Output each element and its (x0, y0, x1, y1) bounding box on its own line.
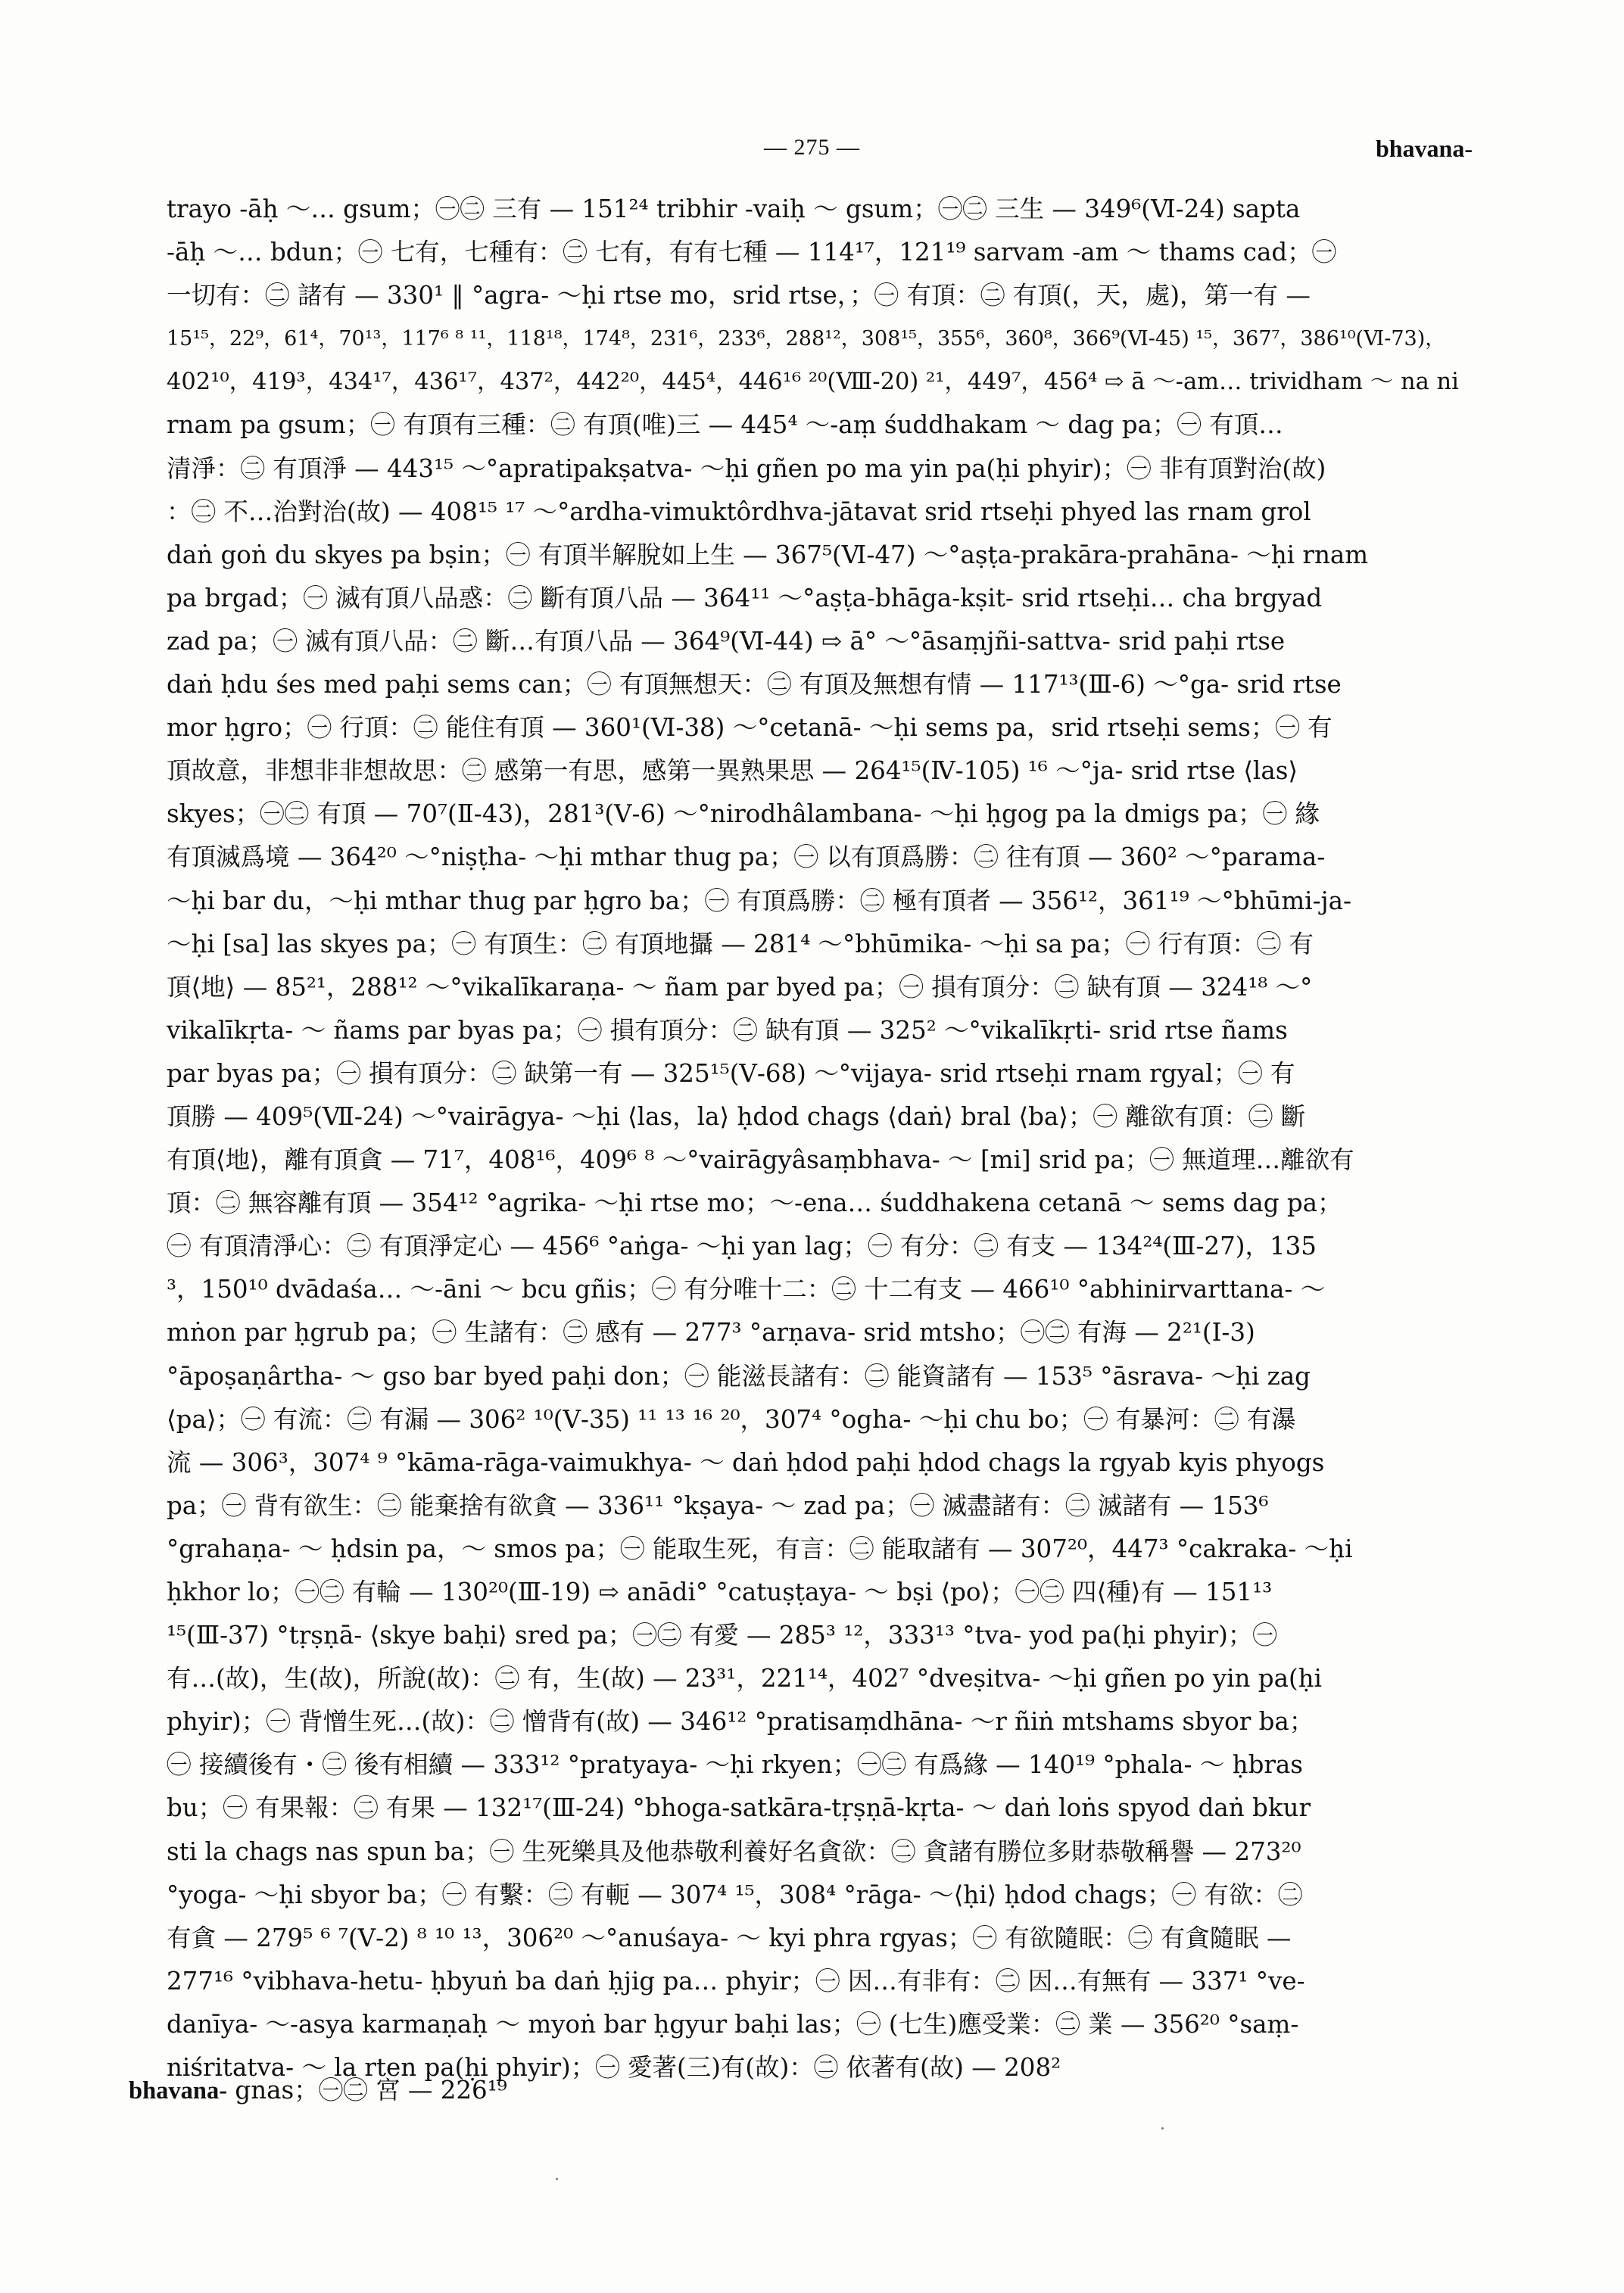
entry-line: daṅ goṅ du skyes pa bṣin；㊀ 有頂半解脫如上生 — 367⁵(Ⅵ-47) ～°aṣṭa-prakāra-prahāna- ～ḥi rnam (167, 540, 1369, 569)
entry-line: -āḥ ～… bdun；㊀ 七有，七種有：㊁ 七有，有有七種 — 114¹⁷，121¹⁹ sarvam -am ～ thams cad；㊀ (167, 238, 1337, 267)
entry-line: mṅon par ḥgrub pa；㊀ 生諸有：㊁ 感有 — 277³ °arṇava- srid mtsho；㊀㊁ 有海 — 2²¹(Ⅰ-3) (167, 1318, 1255, 1347)
entry-line: daṅ ḥdu śes med paḥi sems can；㊀ 有頂無想天：㊁ 有頂及無想有情 — 117¹³(Ⅲ-6) ～°ga- srid rtse (167, 670, 1342, 699)
entry-line: 頂：㊁ 無容離有頂 — 354¹² °agrika- ～ḥi rtse mo；～-ena… śuddhakena cetanā ～ sems dag pa； (167, 1189, 1342, 1218)
entry-line: bu；㊀ 有果報：㊁ 有果 — 132¹⁷(Ⅲ-24) °bhoga-satkāra-tṛṣṇā-kṛta- ～ daṅ loṅs spyod daṅ bkur (167, 1793, 1311, 1823)
entry-line: vikalīkṛta- ～ ñams par byas pa；㊀ 損有頂分：㊁ 缺有頂 — 325² ～°vikalīkṛti- srid rtse ñams (167, 1015, 1288, 1045)
entry-line: skyes；㊀㊁ 有頂 — 70⁷(Ⅱ-43)，281³(Ⅴ-6) ～°nirodhâlambana- ～ḥi ḥgog pa la dmigs pa；㊀ 緣 (167, 799, 1320, 829)
entry-line: ḥkhor lo；㊀㊁ 有輪 — 130²⁰(Ⅲ-19) ⇨ anādi° °catuṣṭaya- ～ bṣi ⟨po⟩；㊀㊁ 四⟨種⟩有 — 151¹³ (167, 1578, 1273, 1606)
entry-line: ³，150¹⁰ dvādaśa… ～-āni ～ bcu gñis；㊀ 有分唯十二：㊁ 十二有支 — 466¹⁰ °abhinirvarttana- ～ (167, 1275, 1326, 1304)
entry-line: pa；㊀ 背有欲生：㊁ 能棄捨有欲貪 — 336¹¹ °kṣaya- ～ zad pa；㊀ 滅盡諸有：㊁ 滅諸有 — 153⁶ (167, 1491, 1269, 1520)
entry-line: mor ḥgro；㊀ 行頂：㊁ 能住有頂 — 360¹(Ⅵ-38) ～°cetanā- ～ḥi sems pa，srid rtseḥi sems；㊀ 有 (167, 713, 1333, 743)
entry-line: zad pa；㊀ 滅有頂八品：㊁ 斷…有頂八品 — 364⁹(Ⅵ-44) ⇨ ā° ～°āsaṃjñi-sattva- srid paḥi rtse (167, 626, 1286, 656)
entry-line: 有貪 — 279⁵ ⁶ ⁷(Ⅴ-2) ⁸ ¹⁰ ¹³，306²⁰ ～°anuśaya- ～ kyi phra rgyas；㊀ 有欲隨眠：㊁ 有貪隨眠 — (167, 1923, 1292, 1952)
entry-line: niśritatva- ～ la rten pa(ḥi phyir)；㊀ 愛著(三)有(故)：㊁ 依著有(故) — 208² (167, 2053, 1061, 2083)
entry-line: 15¹⁵，22⁹，61⁴，70¹³，117⁶ ⁸ ¹¹，118¹⁸，174⁸，231⁶，233⁶，288¹²，308¹⁵，355⁶，360⁸，366⁹(Ⅵ-45) ¹⁵，367⁷，386¹⁰(Ⅵ-73)， (167, 327, 1446, 351)
entry-line: 流 — 306³，307⁴ ⁹ °kāma-rāga-vaimukhya- ～ daṅ ḥdod paḥi ḥdod chags la rgyab kyis phyogs (167, 1447, 1325, 1477)
next-headword: bhavana- (129, 2077, 228, 2105)
entry-line: ：㊁ 不…治對治(故) — 408¹⁵ ¹⁷ ～°ardha-vimuktôrdhva-jātavat srid rtseḥi phyed las rnam grol (167, 497, 1311, 526)
next-entry-gloss: gnas；㊀㊁ 宮 — 226¹⁹ (235, 2076, 507, 2105)
entry-line: ㊀ 有頂清淨心：㊁ 有頂淨定心 — 456⁶ °aṅga- ～ḥi yan lag；㊀ 有分：㊁ 有支 — 134²⁴(Ⅲ-27)，135 (167, 1232, 1317, 1261)
next-entry (129, 2069, 507, 2113)
entry-line: rnam pa gsum；㊀ 有頂有三種：㊁ 有頂(唯)三 — 445⁴ ～-aṃ śuddhakam ～ dag pa；㊀ 有頂… (167, 410, 1283, 440)
entry-line: ⟨pa⟩；㊀ 有流：㊁ 有漏 — 306² ¹⁰(Ⅴ-35) ¹¹ ¹³ ¹⁶ ²⁰，307⁴ °ogha- ～ḥi chu bo；㊀ 有暴河：㊁ 有瀑 (167, 1404, 1296, 1434)
entry-line: danīya- ～-asya karmaṇaḥ ～ myoṅ bar ḥgyur baḥi las；㊀ (七生)應受業：㊁ 業 — 356²⁰ °saṃ- (167, 2009, 1299, 2039)
entry-line: pa brgad；㊀ 滅有頂八品惑：㊁ 斷有頂八品 — 364¹¹ ～°aṣṭa-bhāga-kṣit- srid rtseḥi… cha brgyad (167, 583, 1323, 612)
scan-speck (556, 2178, 558, 2180)
entry-line: 有…(故)，生(故)，所說(故)：㊁ 有，生(故) — 23³¹，221¹⁴，402⁷ °dveṣitva- ～ḥi gñen po yin pa(ḥi (167, 1664, 1322, 1693)
entry-line: °grahaṇa- ～ ḥdsin pa，～ smos pa；㊀ 能取生死，有言：㊁ 能取諸有 — 307²⁰，447³ °cakraka- ～ḥi (167, 1534, 1353, 1563)
entry-line: 有頂⟨地⟩，離有頂貪 — 71⁷，408¹⁶，409⁶ ⁸ ～°vairāgyâsaṃbhava- ～ [mi] srid pa；㊀ 無道理…離欲有 (167, 1145, 1354, 1175)
entry-line: par byas pa；㊀ 損有頂分：㊁ 缺第一有 — 325¹⁵(Ⅴ-68) ～°vijaya- srid rtseḥi rnam rgyal；㊀ 有 (167, 1058, 1295, 1088)
entry-line: phyir)；㊀ 背憎生死…(故)：㊁ 憎背有(故) — 346¹² °pratisaṃdhāna- ～r ñiṅ mtshams sbyor ba； (167, 1707, 1314, 1737)
entry-line: 277¹⁶ °vibhava-hetu- ḥbyuṅ ba daṅ ḥjig pa… phyir；㊀ 因…有非有：㊁ 因…有無有 — 337¹ °ve- (167, 1966, 1305, 1995)
entry-line: ¹⁵(Ⅲ-37) °tṛṣṇā- ⟨skye baḥi⟩ sred pa；㊀㊁ 有愛 — 285³ ¹²，333¹³ °tva- yod pa(ḥi phyir)；㊀ (167, 1621, 1277, 1650)
entry-line: ～ḥi bar du，～ḥi mthar thug par ḥgro ba；㊀ 有頂爲勝：㊁ 極有頂者 — 356¹²，361¹⁹ ～°bhūmi-ja- (167, 886, 1351, 915)
entry-line: sti la chags nas spun ba；㊀ 生死樂具及他恭敬利養好名貪欲：㊁ 貪諸有勝位多財恭敬稱譽 — 273²⁰ (167, 1837, 1301, 1866)
scan-speck (1161, 2127, 1164, 2129)
entry-line: ㊀ 接續後有・㊁ 後有相續 — 333¹² °pratyaya- ～ḥi rkyen；㊀㊁ 有爲緣 — 140¹⁹ °phala- ～ ḥbras (167, 1750, 1303, 1780)
page-header (0, 135, 1624, 180)
entry-line: 清淨：㊁ 有頂淨 — 443¹⁵ ～°apratipakṣatva- ～ḥi gñen po ma yin pa(ḥi phyir)；㊀ 非有頂對治(故) (167, 453, 1326, 483)
entry-line: 有頂滅爲境 — 364²⁰ ～°niṣṭha- ～ḥi mthar thug pa；㊀ 以有頂爲勝：㊁ 往有頂 — 360² ～°parama- (167, 843, 1326, 872)
entry-line: 頂⟨地⟩ — 85²¹，288¹² ～°vikalīkaraṇa- ～ ñam par byed pa；㊀ 損有頂分：㊁ 缺有頂 — 324¹⁸ ～° (167, 972, 1313, 1002)
entry-line: °āpoṣaṇârtha- ～ gso bar byed paḥi don；㊀ 能滋長諸有：㊁ 能資諸有 — 153⁵ °āsrava- ～ḥi zag (167, 1361, 1311, 1391)
entry-line: trayo -āḥ ～… gsum；㊀㊁ 三有 — 151²⁴ tribhir -vaiḥ ～ gsum；㊀㊁ 三生 — 349⁶(Ⅵ-24) sapta (167, 195, 1301, 223)
entry-line: 頂勝 — 409⁵(Ⅶ-24) ～°vairāgya- ～ḥi ⟨las，la⟩ ḥdod chags ⟨daṅ⟩ bral ⟨ba⟩；㊀ 離欲有頂：㊁ 斷 (167, 1101, 1306, 1131)
entry-body (167, 188, 1469, 2089)
entry-line: °yoga- ～ḥi sbyor ba；㊀ 有繫：㊁ 有軛 — 307⁴ ¹⁵，308⁴ °rāga- ～⟨ḥi⟩ ḥdod chags；㊀ 有欲：㊁ (167, 1880, 1303, 1909)
entry-line: 一切有：㊁ 諸有 — 330¹ ‖ °agra- ～ḥi rtse mo，srid rtse，；㊀ 有頂：㊁ 有頂(，天，處)，第一有 — (167, 281, 1311, 310)
entry-line: 402¹⁰，419³，434¹⁷，436¹⁷，437²，442²⁰，445⁴，446¹⁶ ²⁰(Ⅷ-20) ²¹，449⁷，456⁴ ⇨ ā ～-am… trividham ～ na ni (167, 369, 1459, 396)
running-head: bhavana- (1375, 135, 1473, 162)
page-number: — 275 — (764, 135, 860, 160)
entry-line: ～ḥi [sa] las skyes pa；㊀ 有頂生：㊁ 有頂地攝 — 281⁴ ～°bhūmika- ～ḥi sa pa；㊀ 行有頂：㊁ 有 (167, 929, 1314, 958)
entry-line: 頂故意，非想非非想故思：㊁ 感第一有思，感第一異熟果思 — 264¹⁵(Ⅳ-105) ¹⁶ ～°ja- srid rtse ⟨las⟩ (167, 756, 1298, 786)
